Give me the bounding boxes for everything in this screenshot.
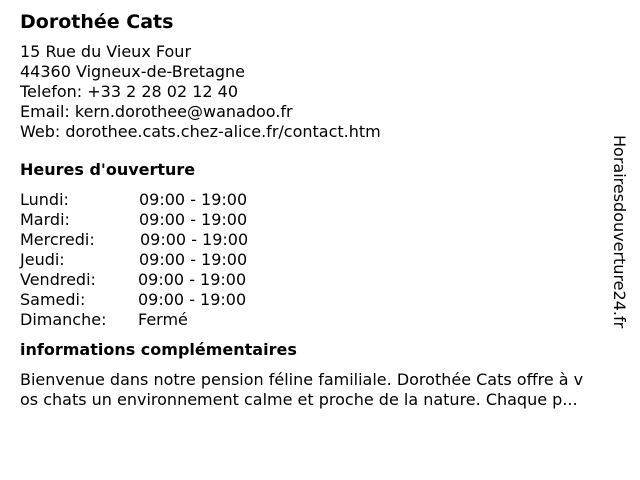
hours-day: Jeudi: — [20, 250, 65, 269]
hours-day: Lundi: — [20, 190, 69, 209]
hours-day: Mardi: — [20, 210, 70, 229]
hours-row-lundi — [20, 190, 610, 210]
hours-row-dimanche — [20, 310, 610, 330]
hours-day: Vendredi: — [20, 270, 96, 289]
hours-time: 09:00 - 19:00 — [139, 250, 248, 269]
business-name: Dorothée Cats — [20, 11, 174, 33]
description-line-2: os chats un environnement calme et proche de la nature. Chaque p... — [20, 390, 578, 409]
email-line: Email: kern.dorothee@wanadoo.fr — [20, 102, 293, 121]
hours-time: 09:00 - 19:00 — [138, 290, 247, 309]
hours-time: 09:00 - 19:00 — [139, 210, 248, 229]
hours-day: Dimanche: — [20, 310, 107, 329]
hours-day: Samedi: — [20, 290, 86, 309]
hours-row-jeudi — [20, 250, 610, 270]
business-card — [20, 10, 610, 410]
hours-table — [20, 190, 610, 330]
hours-day: Mercredi: — [20, 230, 95, 249]
address-line-1: 15 Rue du Vieux Four — [20, 42, 192, 61]
hours-row-mercredi — [20, 230, 610, 250]
hours-time: 09:00 - 19:00 — [138, 270, 247, 289]
info-heading: informations complémentaires — [20, 340, 297, 359]
address-line-2: 44360 Vigneux-de-Bretagne — [20, 62, 246, 81]
web-line: Web: dorothee.cats.chez-alice.fr/contact.htm — [20, 122, 381, 141]
hours-row-mardi — [20, 210, 610, 230]
description-line-1: Bienvenue dans notre pension féline familiale. Dorothée Cats offre à v — [20, 370, 584, 389]
hours-time: 09:00 - 19:00 — [139, 190, 248, 209]
description-text — [20, 370, 632, 410]
hours-heading: Heures d'ouverture — [20, 160, 196, 179]
site-watermark: Horairesdouverture24.fr — [610, 135, 629, 329]
hours-time: 09:00 - 19:00 — [140, 230, 249, 249]
hours-time: Fermé — [138, 310, 188, 329]
hours-row-vendredi — [20, 270, 610, 290]
hours-row-samedi — [20, 290, 610, 310]
phone-line: Telefon: +33 2 28 02 12 40 — [20, 82, 239, 101]
